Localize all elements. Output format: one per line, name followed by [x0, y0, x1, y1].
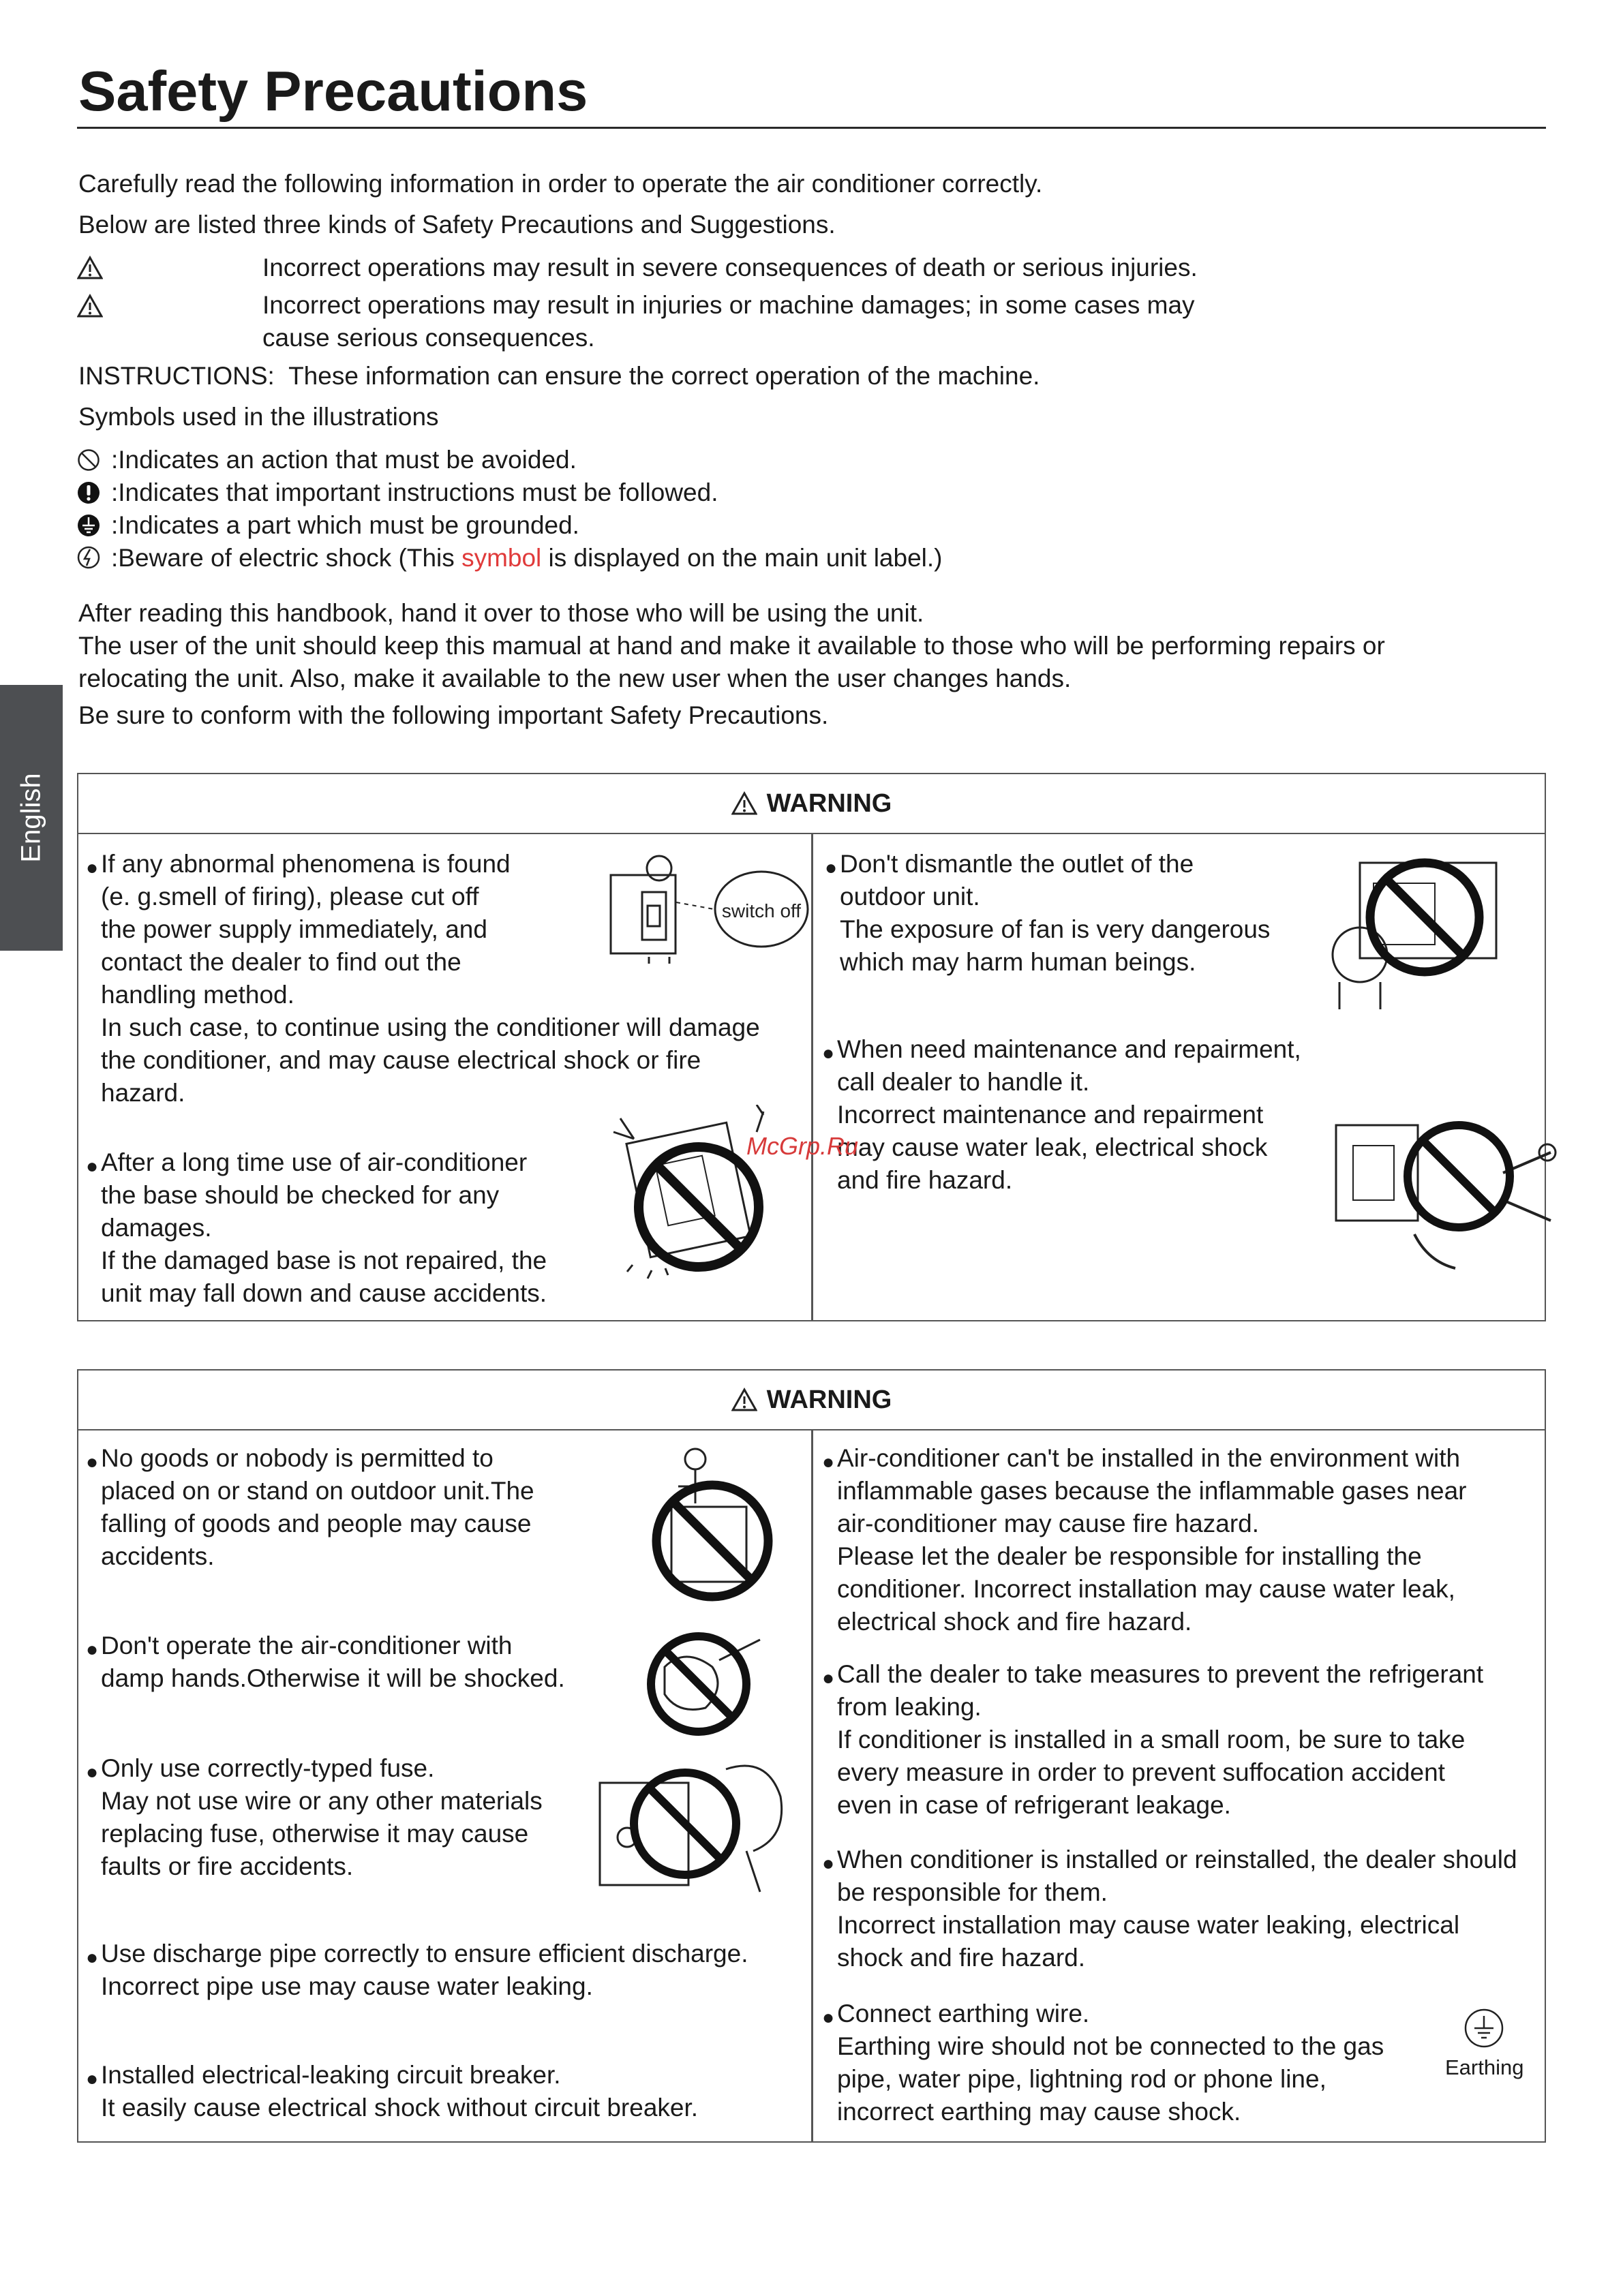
symbol-avoid-text: :Indicates an action that must be avoided.	[111, 446, 577, 474]
title-rule	[77, 127, 1546, 129]
ground-icon	[77, 514, 100, 537]
language-tab-label: English	[16, 773, 46, 863]
switch-off-illustration	[608, 855, 813, 970]
earthing-icon	[1463, 2008, 1504, 2049]
symbol-shock-text-1: :Beware of electric shock (This	[111, 544, 462, 572]
instructions-description: These information can ensure the correct operation of the machine.	[288, 362, 1040, 390]
warning-item: ● Don't dismantle the outlet of the outdoor unit. The exposure of fan is very dangerous which may harm human beings.	[825, 850, 1271, 976]
instructions-label: INSTRUCTIONS:	[78, 362, 275, 390]
warning-box-1	[77, 773, 1546, 1321]
warning-item: ● Call the dealer to take measures to prevent the refrigerant from leaking. If conditioner is installed in a small room, be sure to take every measure in order to prevent suffocation accident even in case of refrigerant leakage.	[822, 1660, 1484, 1819]
caution-triangle-icon	[77, 294, 103, 318]
symbols-heading: Symbols used in the illustrations	[78, 403, 439, 431]
warning-item: ● Air-conditioner can't be installed in the environment with inflammable gases because the inflammable gases near air-conditioner may cause fire hazard. Please let the dealer be responsible for installing the conditioner. Incorrect installation may cause water leak, electrical shock and fire hazard.	[822, 1444, 1467, 1636]
after-line-3: relocating the unit. Also, make it available to the new user when the user changes hands.	[78, 664, 1072, 692]
caution-description-2: cause serious consequences.	[262, 324, 595, 352]
warning-item: ● Connect earthing wire. Earthing wire should not be connected to the gas pipe, water pipe, lightning rod or phone line, incorrect earthing may cause shock.	[822, 2000, 1384, 2126]
warning-item: ● When conditioner is installed or reinstalled, the dealer should be responsible for them. Incorrect installation may cause water leaking, electrical shock and fire hazard.	[822, 1846, 1517, 1972]
warning-box-1-header	[78, 774, 1545, 834]
fan-outlet-illustration	[1319, 842, 1523, 1013]
no-standing-illustration	[631, 1445, 787, 1609]
earthing-label: Earthing	[1445, 2055, 1524, 2079]
warning-box-2-title: WARNING	[766, 1385, 892, 1414]
warning-item: ● When need maintenance and repairment, call dealer to handle it. Incorrect maintenance and repairment may cause water leak, electrical shock and fire hazard.	[822, 1035, 1301, 1194]
warning-description: Incorrect operations may result in severe consequences of death or serious injuries.	[262, 254, 1198, 281]
warning-item: ● After a long time use of air-conditioner the base should be checked for any damages. If the damaged base is not repaired, the unit may fall down and cause accidents.	[86, 1148, 547, 1307]
warning-item: ● No goods or nobody is permitted to placed on or stand on outdoor unit.The falling of goods and people may cause accidents.	[86, 1444, 534, 1570]
warning-triangle-icon	[731, 1388, 757, 1412]
switch-off-label: switch off	[721, 900, 802, 921]
symbol-ground-text: :Indicates a part which must be grounded.	[111, 511, 579, 539]
symbol-shock-text-2: is displayed on the main unit label.)	[541, 544, 943, 572]
maintenance-illustration	[1333, 1098, 1558, 1275]
after-line-1: After reading this handbook, hand it over to those who will be using the unit.	[78, 599, 924, 627]
warning-box-2-header	[78, 1371, 1545, 1430]
after-line-4: Be sure to conform with the following important Safety Precautions.	[78, 701, 829, 729]
warning-item: ● Use discharge pipe correctly to ensure efficient discharge. Incorrect pipe use may cause water leaking.	[86, 1940, 748, 2000]
warning-triangle-icon	[731, 791, 757, 816]
warning-box-2	[77, 1369, 1546, 2143]
no-damp-hands-illustration	[637, 1626, 774, 1739]
electric-shock-icon	[77, 546, 100, 569]
page-title: Safety Precautions	[78, 59, 588, 123]
warning-item: ● Installed electrical-leaking circuit breaker. It easily cause electrical shock without circuit breaker.	[86, 2061, 699, 2122]
symbol-follow-text: :Indicates that important instructions must be followed.	[111, 478, 718, 506]
after-line-2: The user of the unit should keep this mamual at hand and make it available to those who will be performing repairs or	[78, 632, 1385, 660]
warning-item: ● If any abnormal phenomena is found (e. g.smell of firing), please cut off the power supply immediately, and contact the dealer to find out the handling method. In such case, to continue using the conditioner will damage the conditioner, and may cause electrical shock or fire hazard.	[86, 850, 760, 1107]
language-tab[interactable]	[0, 685, 63, 951]
prohibited-icon	[77, 448, 100, 472]
warning-box-1-title: WARNING	[766, 789, 892, 818]
intro-line-1: Carefully read the following information in order to operate the air conditioner correctly.	[78, 170, 1043, 198]
fuse-illustration	[596, 1756, 794, 1905]
warning-item: ● Don't operate the air-conditioner with damp hands.Otherwise it will be shocked.	[86, 1632, 565, 1692]
watermark: McGrp.Ru	[746, 1132, 859, 1160]
mandatory-icon	[77, 481, 100, 504]
caution-description-1: Incorrect operations may result in injuries or machine damages; in some cases may	[262, 291, 1195, 319]
warning-triangle-icon	[77, 256, 103, 280]
warning-item: ● Only use correctly-typed fuse. May not use wire or any other materials replacing fuse, otherwise it may cause faults or fire accidents.	[86, 1754, 543, 1880]
intro-line-2: Below are listed three kinds of Safety Precautions and Suggestions.	[78, 211, 836, 239]
symbol-link[interactable]: symbol	[461, 544, 542, 572]
